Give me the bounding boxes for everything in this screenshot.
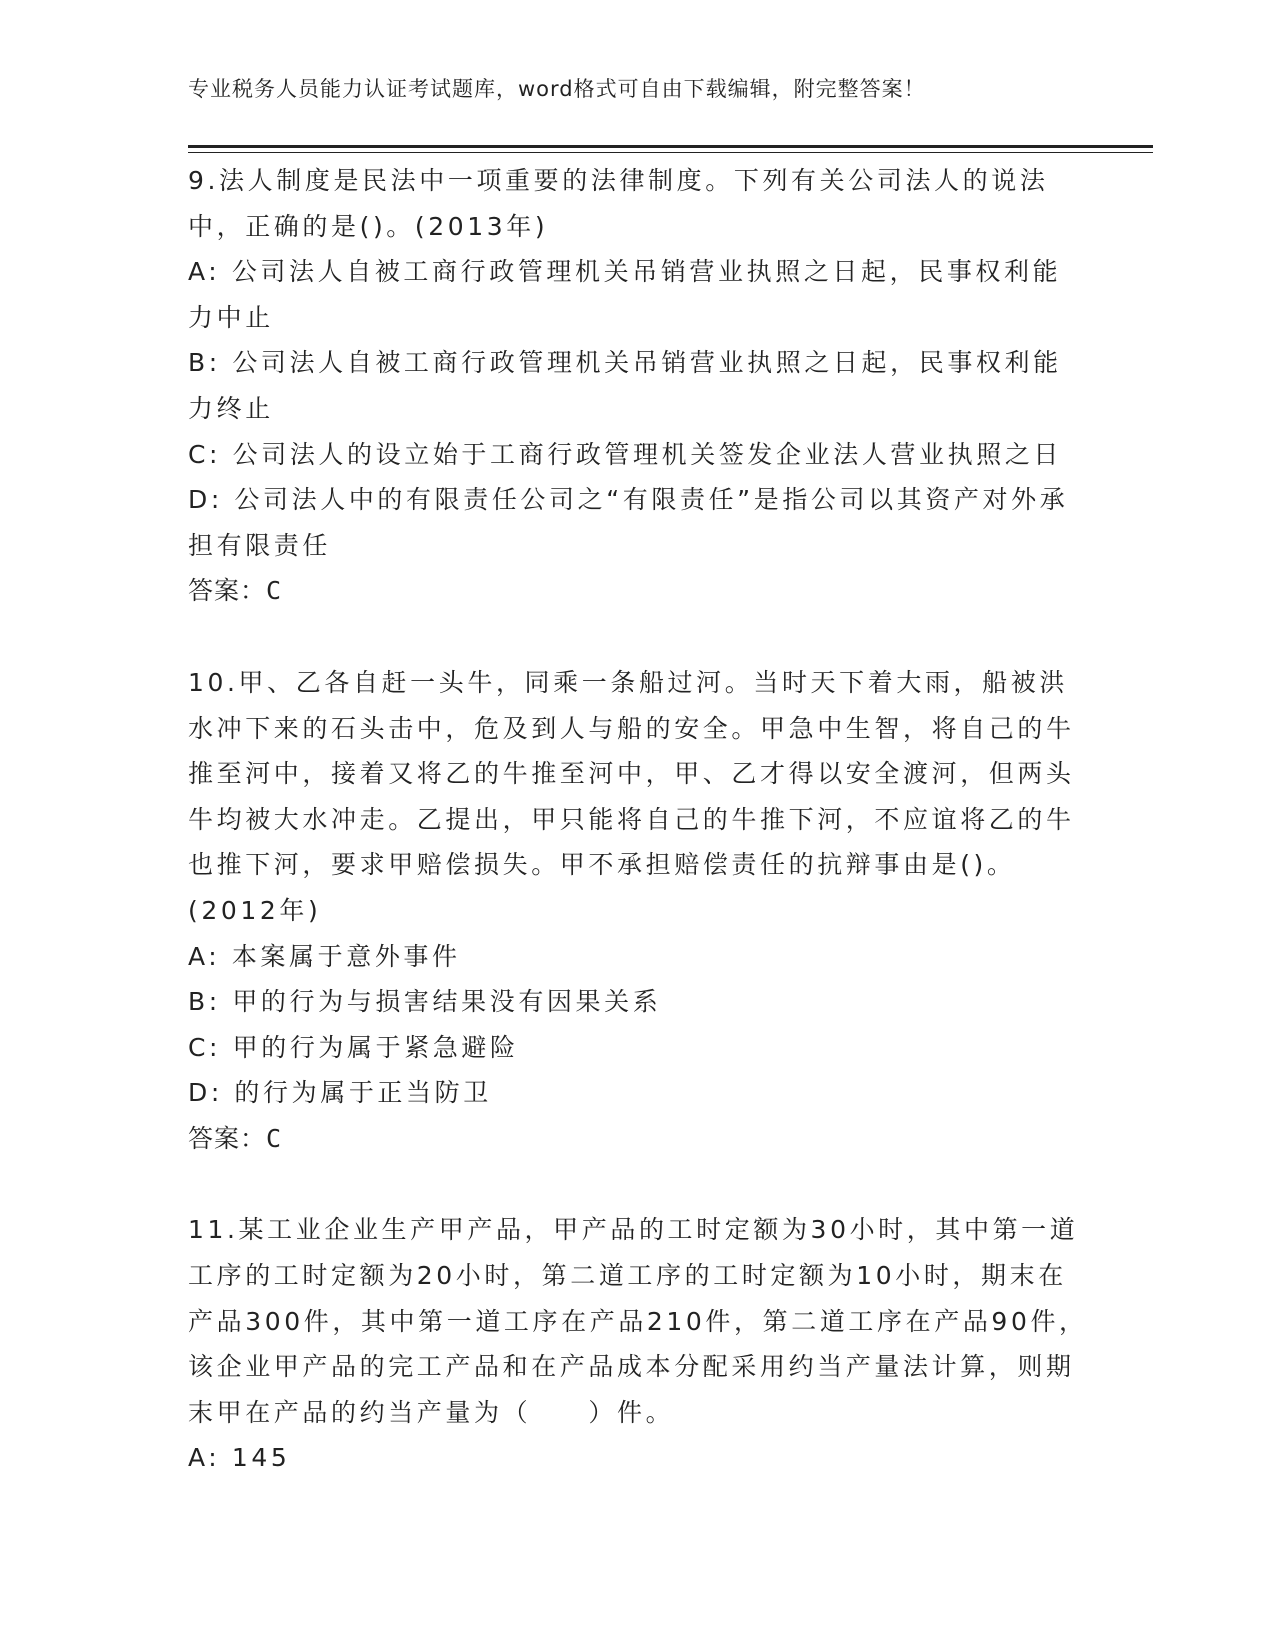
option-b: B: 公司法人自被工商行政管理机关吊销营业执照之日起，民事权利能力终止 (188, 348, 1062, 423)
header-rule-thin (188, 152, 1153, 153)
option-d: D: 公司法人中的有限责任公司之“有限责任”是指公司以其资产对外承担有限责任 (188, 485, 1069, 560)
answer: 答案：C (188, 576, 283, 606)
answer: 答案：C (188, 1123, 283, 1153)
spacer (188, 1161, 1088, 1207)
option-a: A: 145 (188, 1443, 291, 1473)
spacer (188, 614, 1088, 660)
question-stem: 10.甲、乙各自赶一头牛，同乘一条船过河。当时天下着大雨，船被洪水冲下来的石头击中，危及到人与船的安全。甲急中生智，将自己的牛推至河中，接着又将乙的牛推至河中，甲、乙才得以安全渡河，但两头牛均被大水冲走。乙提出，甲只能将自己的牛推下河，不应谊将乙的牛也推下河，要求甲赔偿损失。甲不承担赔偿责任的抗辩事由是()。(2012年) (188, 667, 1075, 925)
option-d: D: 的行为属于正当防卫 (188, 1078, 492, 1108)
question-list (188, 158, 1088, 1481)
question-stem: 11.某工业企业生产甲产品，甲产品的工时定额为30小时，其中第一道工序的工时定额为20小时，第二道工序的工时定额为10小时，期末在产品300件，其中第一道工序在产品210件，第二道工序在产品90件，该企业甲产品的完工产品和在产品成本分配采用约当产量法计算，则期末甲在产品的约当产量为（ ）件。 (188, 1215, 1088, 1427)
option-c: C: 甲的行为属于紧急避险 (188, 1032, 519, 1062)
header-rule-thick (188, 145, 1153, 148)
option-c: C: 公司法人的设立始于工商行政管理机关签发企业法人营业执照之日 (188, 439, 1063, 469)
option-a: A: 公司法人自被工商行政管理机关吊销营业执照之日起，民事权利能力中止 (188, 257, 1062, 332)
question-11 (188, 1207, 1088, 1481)
option-b: B: 甲的行为与损害结果没有因果关系 (188, 987, 662, 1017)
option-a: A: 本案属于意外事件 (188, 941, 461, 971)
question-stem: 9.法人制度是民法中一项重要的法律制度。下列有关公司法人的说法中，正确的是()。(2013年) (188, 166, 1049, 241)
page-header: 专业税务人员能力认证考试题库，word格式可自由下载编辑，附完整答案！ (188, 77, 926, 101)
question-10 (188, 660, 1088, 1162)
question-9 (188, 158, 1088, 614)
